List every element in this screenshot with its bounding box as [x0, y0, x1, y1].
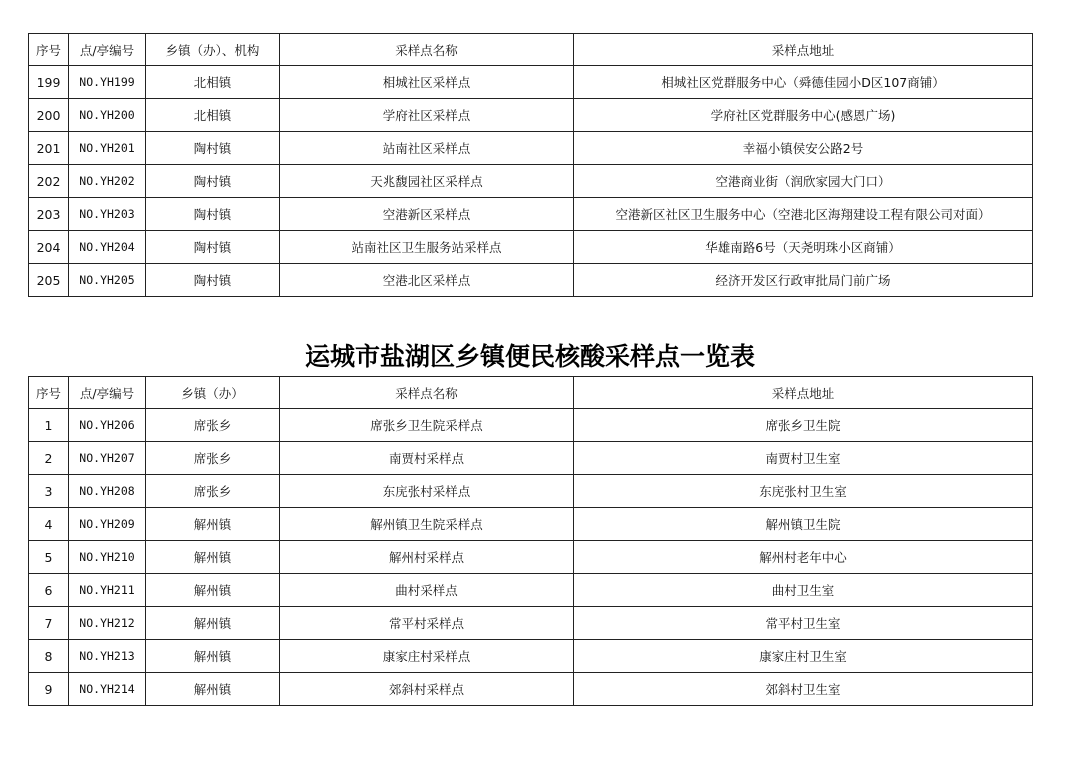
- cell-site-address: 曲村卫生室: [574, 574, 1033, 607]
- table-row: [29, 442, 1033, 475]
- cell-point-id: NO.YH202: [69, 165, 146, 198]
- table-header-row: [29, 377, 1033, 409]
- cell-seq: 2: [29, 442, 69, 475]
- cell-town: 解州镇: [146, 508, 280, 541]
- cell-site-name: 站南社区卫生服务站采样点: [280, 231, 574, 264]
- cell-town: 陶村镇: [146, 231, 280, 264]
- cell-site-address: 常平村卫生室: [574, 607, 1033, 640]
- table-row: [29, 541, 1033, 574]
- cell-site-address: 华雄南路6号（天尧明珠小区商铺）: [574, 231, 1033, 264]
- cell-seq: 204: [29, 231, 69, 264]
- cell-seq: 5: [29, 541, 69, 574]
- cell-town: 北相镇: [146, 66, 280, 99]
- cell-point-id: NO.YH212: [69, 607, 146, 640]
- cell-site-name: 空港新区采样点: [280, 198, 574, 231]
- cell-seq: 1: [29, 409, 69, 442]
- cell-site-address: 解州镇卫生院: [574, 508, 1033, 541]
- cell-town: 陶村镇: [146, 198, 280, 231]
- cell-seq: 203: [29, 198, 69, 231]
- document-title: 运城市盐湖区乡镇便民核酸采样点一览表: [304, 342, 755, 371]
- cell-town: 解州镇: [146, 541, 280, 574]
- table-row: [29, 66, 1033, 99]
- cell-site-address: 康家庄村卫生室: [574, 640, 1033, 673]
- table-row: [29, 508, 1033, 541]
- cell-point-id: NO.YH207: [69, 442, 146, 475]
- cell-point-id: NO.YH204: [69, 231, 146, 264]
- header-town: 乡镇（办）: [146, 377, 280, 409]
- header-point-id: 点/亭编号: [69, 377, 146, 409]
- cell-site-name: 学府社区采样点: [280, 99, 574, 132]
- cell-seq: 7: [29, 607, 69, 640]
- table-row: [29, 409, 1033, 442]
- table-row: [29, 574, 1033, 607]
- cell-seq: 3: [29, 475, 69, 508]
- cell-site-name: 东庑张村采样点: [280, 475, 574, 508]
- cell-point-id: NO.YH210: [69, 541, 146, 574]
- cell-site-name: 康家庄村采样点: [280, 640, 574, 673]
- cell-point-id: NO.YH203: [69, 198, 146, 231]
- table-row: [29, 99, 1033, 132]
- cell-site-address: 空港商业街（润欣家园大门口）: [574, 165, 1033, 198]
- cell-point-id: NO.YH211: [69, 574, 146, 607]
- cell-town: 解州镇: [146, 673, 280, 706]
- cell-site-name: 席张乡卫生院采样点: [280, 409, 574, 442]
- cell-seq: 9: [29, 673, 69, 706]
- cell-seq: 201: [29, 132, 69, 165]
- cell-site-name: 常平村采样点: [280, 607, 574, 640]
- table-row: [29, 475, 1033, 508]
- cell-site-name: 天兆馥园社区采样点: [280, 165, 574, 198]
- header-seq: 序号: [29, 377, 69, 409]
- table-row: [29, 640, 1033, 673]
- cell-seq: 200: [29, 99, 69, 132]
- cell-seq: 6: [29, 574, 69, 607]
- header-seq: 序号: [29, 34, 69, 66]
- cell-town: 陶村镇: [146, 264, 280, 297]
- sampling-points-table-top: [28, 33, 1033, 297]
- cell-point-id: NO.YH213: [69, 640, 146, 673]
- cell-seq: 199: [29, 66, 69, 99]
- cell-site-address: 幸福小镇侯安公路2号: [574, 132, 1033, 165]
- table-row: [29, 165, 1033, 198]
- cell-site-name: 南贾村采样点: [280, 442, 574, 475]
- cell-site-name: 站南社区采样点: [280, 132, 574, 165]
- cell-site-address: 东庑张村卫生室: [574, 475, 1033, 508]
- cell-point-id: NO.YH205: [69, 264, 146, 297]
- table-row: [29, 607, 1033, 640]
- cell-site-address: 南贾村卫生室: [574, 442, 1033, 475]
- table-row: [29, 673, 1033, 706]
- table-row: [29, 198, 1033, 231]
- table-row: [29, 264, 1033, 297]
- cell-town: 北相镇: [146, 99, 280, 132]
- table-header-row: [29, 34, 1033, 66]
- header-site-name: 采样点名称: [280, 377, 574, 409]
- cell-seq: 205: [29, 264, 69, 297]
- sampling-points-table-bottom: [28, 376, 1033, 706]
- cell-site-name: 曲村采样点: [280, 574, 574, 607]
- cell-site-address: 郊斜村卫生室: [574, 673, 1033, 706]
- cell-point-id: NO.YH214: [69, 673, 146, 706]
- cell-site-name: 解州村采样点: [280, 541, 574, 574]
- cell-site-name: 郊斜村采样点: [280, 673, 574, 706]
- header-site-name: 采样点名称: [280, 34, 574, 66]
- header-town: 乡镇（办）、机构: [146, 34, 280, 66]
- cell-town: 陶村镇: [146, 132, 280, 165]
- cell-site-name: 空港北区采样点: [280, 264, 574, 297]
- cell-town: 解州镇: [146, 607, 280, 640]
- cell-point-id: NO.YH206: [69, 409, 146, 442]
- cell-site-address: 相城社区党群服务中心（舜德佳园小D区107商铺）: [574, 66, 1033, 99]
- cell-point-id: NO.YH209: [69, 508, 146, 541]
- cell-site-name: 相城社区采样点: [280, 66, 574, 99]
- cell-point-id: NO.YH201: [69, 132, 146, 165]
- cell-town: 席张乡: [146, 475, 280, 508]
- cell-site-address: 席张乡卫生院: [574, 409, 1033, 442]
- cell-seq: 4: [29, 508, 69, 541]
- cell-point-id: NO.YH200: [69, 99, 146, 132]
- cell-seq: 202: [29, 165, 69, 198]
- cell-town: 席张乡: [146, 409, 280, 442]
- cell-site-name: 解州镇卫生院采样点: [280, 508, 574, 541]
- cell-site-address: 解州村老年中心: [574, 541, 1033, 574]
- cell-site-address: 空港新区社区卫生服务中心（空港北区海翔建设工程有限公司对面）: [574, 198, 1033, 231]
- header-site-address: 采样点地址: [574, 377, 1033, 409]
- cell-seq: 8: [29, 640, 69, 673]
- header-site-address: 采样点地址: [574, 34, 1033, 66]
- cell-point-id: NO.YH208: [69, 475, 146, 508]
- cell-town: 陶村镇: [146, 165, 280, 198]
- cell-town: 解州镇: [146, 574, 280, 607]
- cell-point-id: NO.YH199: [69, 66, 146, 99]
- cell-town: 席张乡: [146, 442, 280, 475]
- table-row: [29, 231, 1033, 264]
- cell-site-address: 经济开发区行政审批局门前广场: [574, 264, 1033, 297]
- header-point-id: 点/亭编号: [69, 34, 146, 66]
- cell-site-address: 学府社区党群服务中心(感恩广场): [574, 99, 1033, 132]
- cell-town: 解州镇: [146, 640, 280, 673]
- table-row: [29, 132, 1033, 165]
